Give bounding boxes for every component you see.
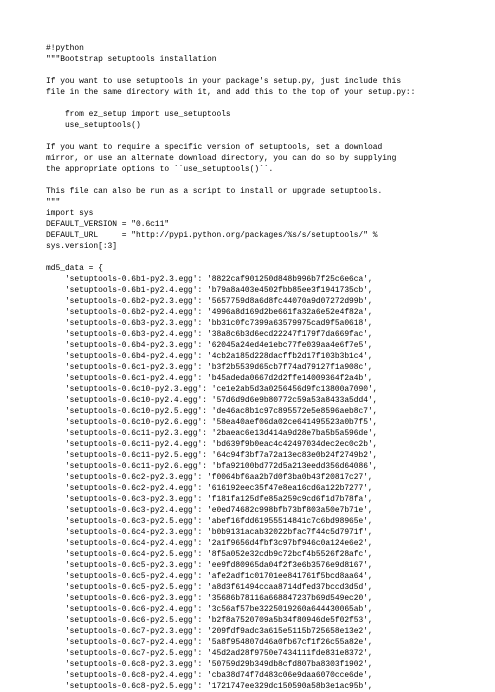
docstring-line: mirror, or use an alternate download directory, you can do so by supplying bbox=[46, 154, 397, 163]
blank-line bbox=[46, 98, 486, 109]
md5-entry-line: 'setuptools-0.6c7-py2.4.egg': '5a8f954807d46a0fb67cf1f26c55a82e', bbox=[46, 638, 373, 647]
code-example-line: use_setuptools() bbox=[46, 121, 141, 130]
md5-entry-line: 'setuptools-0.6c1-py2.3.egg': 'b3f2b5539d65cb7f74ad79127f1a908c', bbox=[46, 363, 373, 372]
md5-entry-line: 'setuptools-0.6b1-py2.3.egg': '8822caf901250d848b996b7f25c6e6ca', bbox=[46, 275, 373, 284]
md5-entry-line: 'setuptools-0.6b4-py2.4.egg': '4cb2a185d228dacffb2d17f103b3b1c4', bbox=[46, 352, 373, 361]
md5-entry-line: 'setuptools-0.6b2-py2.3.egg': '5657759d8a6d8fc44070a9d07272d99b', bbox=[46, 297, 373, 306]
md5-entry-line: 'setuptools-0.6c2-py2.4.egg': '616192eec35f47e8ea16cd6a122b7277', bbox=[46, 484, 373, 493]
md5-entry-line: 'setuptools-0.6c5-py2.4.egg': 'afe2adf1c01701ee841761f5bcd8aa64', bbox=[46, 572, 373, 581]
md5-entry-line: 'setuptools-0.6b4-py2.3.egg': '62045a24ed4e1ebc77fe039aa4e6f7e5', bbox=[46, 341, 373, 350]
md5-entry-line: 'setuptools-0.6c4-py2.5.egg': '8f5a052e32cdb9c72bcf4b5526f28afc', bbox=[46, 550, 373, 559]
md5-entry-line: 'setuptools-0.6b3-py2.3.egg': 'bb31c0fc7399a63579975cad9f5a0618', bbox=[46, 319, 373, 328]
md5-entry-line: 'setuptools-0.6c6-py2.4.egg': '3c56af57be3225019260a644430065ab', bbox=[46, 605, 373, 614]
md5-entry-line: 'setuptools-0.6c6-py2.3.egg': '35686b78116a668847237b69d549ec20', bbox=[46, 594, 373, 603]
import-line: import sys bbox=[46, 209, 94, 218]
docstring-end-line: """ bbox=[46, 198, 61, 207]
md5-entry-line: 'setuptools-0.6c11-py2.5.egg': '64c94f3bf7a72a13ec83e0b24f2749b2', bbox=[46, 451, 378, 460]
md5-data-open-line: md5_data = { bbox=[46, 264, 103, 273]
md5-entry-line: 'setuptools-0.6c3-py2.5.egg': 'abef16fdd61955514841c7c6bd98965e', bbox=[46, 517, 373, 526]
md5-entry-line: 'setuptools-0.6c5-py2.5.egg': 'a8d3f61494ccaa8714dfed37bccd3d5d', bbox=[46, 583, 373, 592]
md5-entry-line: 'setuptools-0.6c11-py2.6.egg': 'bfa92100bd772d5a213eedd356d64086', bbox=[46, 462, 378, 471]
md5-entry-line: 'setuptools-0.6c4-py2.4.egg': '2a1f9656d4fbf3c97bf946c0a124e6e2', bbox=[46, 539, 373, 548]
md5-entry-line: 'setuptools-0.6c10-py2.4.egg': '57d6d9d6e9b80772c59a53a8433a5dd4', bbox=[46, 396, 378, 405]
default-url-continuation-line: sys.version[:3] bbox=[46, 242, 118, 251]
md5-entry-line: 'setuptools-0.6c7-py2.3.egg': '209fdf9adc3a615e5115b725658e13e2', bbox=[46, 627, 373, 636]
md5-entry-line: 'setuptools-0.6b1-py2.4.egg': 'b79a8a403e4502fbb85ee3f1941735cb', bbox=[46, 286, 373, 295]
md5-entry-line: 'setuptools-0.6c1-py2.4.egg': 'b45adeda0667d2d2ffe14009364f2a4b', bbox=[46, 374, 373, 383]
blank-line bbox=[46, 252, 486, 263]
md5-entry-line: 'setuptools-0.6c8-py2.5.egg': '1721747ee329dc150590a58b3e1ac95b', bbox=[46, 682, 373, 691]
docstring-line: If you want to require a specific version of setuptools, set a download bbox=[46, 143, 383, 152]
md5-entry-line: 'setuptools-0.6c4-py2.3.egg': 'b0b9131acab32022bfac7f44c5d7971f', bbox=[46, 528, 373, 537]
md5-entry-line: 'setuptools-0.6b2-py2.4.egg': '4996a8d169d2be661fa32a6e52e4f82a', bbox=[46, 308, 373, 317]
md5-entry-line: 'setuptools-0.6c5-py2.3.egg': 'ee9fd80965da04f2f3e6b3576e9d8167', bbox=[46, 561, 373, 570]
shebang-line: #!python bbox=[46, 44, 84, 53]
md5-entry-line: 'setuptools-0.6c10-py2.3.egg': 'ce1e2ab5d3a0256456d9fc13800a7090', bbox=[46, 385, 378, 394]
default-url-line: DEFAULT_URL = "http://pypi.python.org/packages/%s/s/setuptools/" % bbox=[46, 231, 378, 240]
md5-entry-line: 'setuptools-0.6c8-py2.4.egg': 'cba38d74f7d483c06e9daa6070cce6de', bbox=[46, 671, 373, 680]
md5-entry-line: 'setuptools-0.6c3-py2.4.egg': 'e0ed74682c998bfb73bf803a50e7b71e', bbox=[46, 506, 373, 515]
blank-line bbox=[46, 175, 486, 186]
md5-entry-line: 'setuptools-0.6c3-py2.3.egg': 'f181fa125dfe85a259c9cd6f1d7b78fa', bbox=[46, 495, 373, 504]
md5-entry-line: 'setuptools-0.6c11-py2.4.egg': 'bd639f9b0eac4c42497034dec2ec0c2b', bbox=[46, 440, 378, 449]
default-version-line: DEFAULT_VERSION = "0.6c11" bbox=[46, 220, 170, 229]
code-example-line: from ez_setup import use_setuptools bbox=[46, 110, 231, 119]
code-document bbox=[46, 43, 486, 692]
md5-entry-line: 'setuptools-0.6c10-py2.6.egg': '58ea40aef06da02ce641495523a0b7f5', bbox=[46, 418, 378, 427]
docstring-line: This file can also be run as a script to install or upgrade setuptools. bbox=[46, 187, 383, 196]
blank-line bbox=[46, 65, 486, 76]
md5-entry-line: 'setuptools-0.6c8-py2.3.egg': '50759d29b349db8cfd807ba8303f1902', bbox=[46, 660, 373, 669]
md5-entry-line: 'setuptools-0.6c2-py2.3.egg': 'f0064bf6aa2b7d0f3ba0b43f20817c27', bbox=[46, 473, 373, 482]
md5-entry-line: 'setuptools-0.6b3-py2.4.egg': '38a8c6b3d6ecd22247f179f7da669fac', bbox=[46, 330, 373, 339]
md5-entry-line: 'setuptools-0.6c11-py2.3.egg': '2baeac6e13d414a9d28e7ba5b5a596de', bbox=[46, 429, 378, 438]
docstring-line: If you want to use setuptools in your package's setup.py, just include this bbox=[46, 77, 402, 86]
docstring-line: file in the same directory with it, and add this to the top of your setup.py:: bbox=[46, 88, 416, 97]
docstring-line: the appropriate options to ``use_setuptools()``. bbox=[46, 165, 274, 174]
md5-entry-line: 'setuptools-0.6c7-py2.5.egg': '45d2ad28f9750e7434111fde831e8372', bbox=[46, 649, 373, 658]
blank-line bbox=[46, 131, 486, 142]
docstring-title-line: """Bootstrap setuptools installation bbox=[46, 55, 217, 64]
md5-entry-line: 'setuptools-0.6c6-py2.5.egg': 'b2f8a7520709a5b34f80946de5f02f53', bbox=[46, 616, 373, 625]
md5-entry-line: 'setuptools-0.6c10-py2.5.egg': 'de46ac8b1c97c895572e5e8596aeb8c7', bbox=[46, 407, 378, 416]
